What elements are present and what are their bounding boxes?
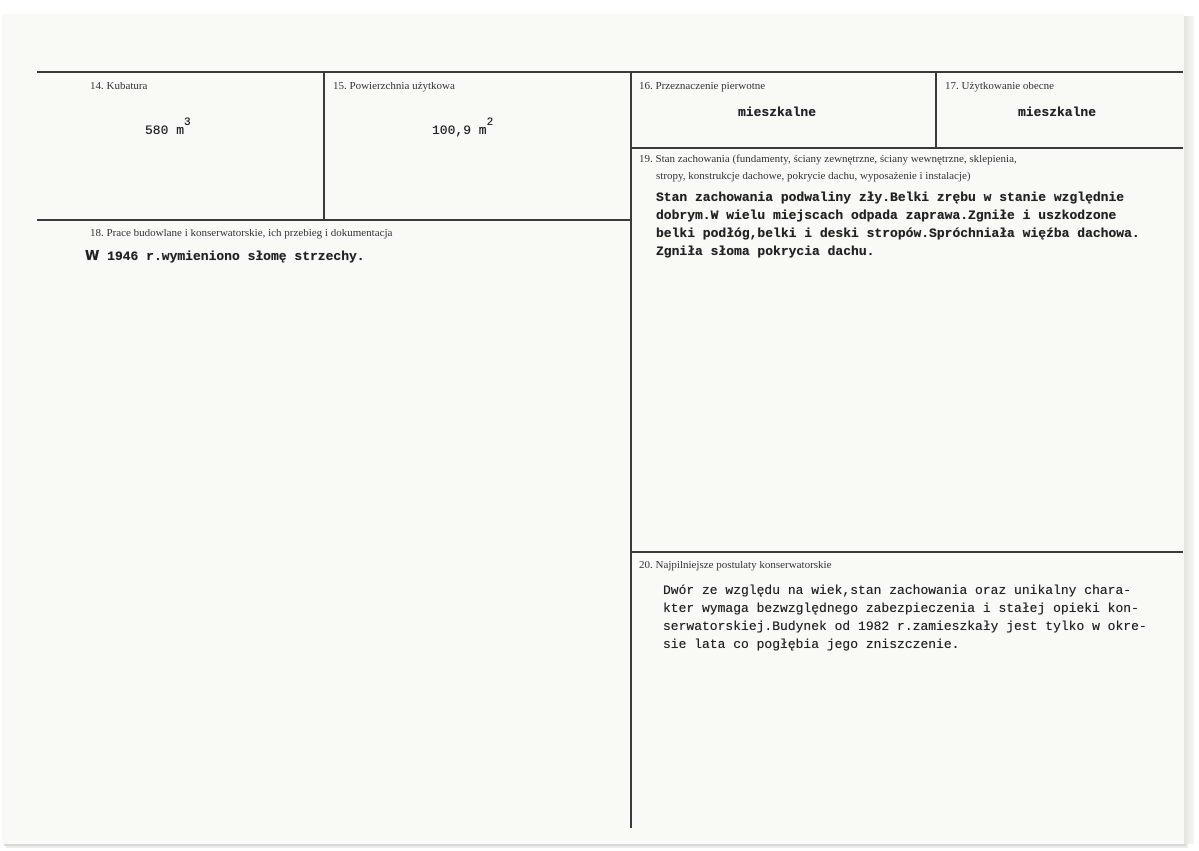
field-14-value (145, 117, 191, 141)
field-14-label: 14. Kubatura (90, 80, 148, 92)
field-20-line-3: serwatorskiej.Budynek od 1982 r.zamieszkały jest tylko w okre- (663, 619, 1147, 634)
rule-above-20 (631, 551, 1183, 553)
kubatura-value: 580 m (145, 123, 185, 138)
area-value: 100,9 m (432, 123, 487, 138)
field-19-label-line-1: 19. Stan zachowania (fundamenty, ściany zewnętrzne, ściany wewnętrzne, sklepienia, (639, 153, 1017, 165)
field-19-line-1: Stan zachowania podwaliny zły.Belki zrębu w stanie względnie (656, 190, 1125, 205)
field-16-value: mieszkalne (738, 105, 817, 120)
field-18-label: 18. Prace budowlane i konserwatorskie, ich przebieg i dokumentacja (90, 227, 393, 239)
field-19-line-4: Zgniła słoma pokrycia dachu. (656, 244, 875, 259)
rule-under-16-17 (631, 147, 1183, 149)
field-20-line-1: Dwór ze względu na wiek,stan zachowania oraz unikalny chara- (663, 583, 1132, 598)
area-unit-exponent: 2 (486, 117, 494, 129)
center-divider (630, 71, 632, 828)
field-20-line-4: sie lata co pogłębia jego zniszczenie. (663, 637, 960, 652)
field-16-label: 16. Przeznaczenie pierwotne (639, 80, 766, 92)
field-18-value (85, 248, 365, 266)
field-17-value: mieszkalne (1018, 105, 1097, 120)
rule-under-14-15 (37, 219, 631, 221)
field-19-label-line-2: stropy, konstrukcje dachowe, pokrycie dachu, wyposażenie i instalacje) (656, 170, 971, 182)
field-15-label: 15. Powierzchnia użytkowa (333, 80, 455, 92)
field-20-label: 20. Najpilniejsze postulaty konserwatorskie (639, 559, 832, 571)
field-18-text: 1946 r.wymieniono słomę strzechy. (107, 249, 365, 264)
kubatura-unit-exponent: 3 (184, 117, 191, 129)
top-rule (37, 71, 1183, 73)
field-17-label: 17. Użytkowanie obecne (945, 80, 1055, 92)
field-18-mark: W (85, 249, 100, 264)
sheet-edge (1184, 16, 1194, 844)
field-15-value (432, 117, 494, 141)
divider-14-15 (323, 71, 325, 219)
divider-16-17 (935, 71, 937, 147)
field-19-line-2: dobrym.W wielu miejscach odpada zaprawa.Zgniłe i uszkodzone (656, 208, 1117, 223)
field-19-line-3: belki podłóg,belki i deski stropów.Spróchniała więźba dachowa. (656, 226, 1140, 241)
field-20-line-2: kter wymaga bezwzględnego zabezpieczenia i stałej opieki kon- (663, 601, 1139, 616)
